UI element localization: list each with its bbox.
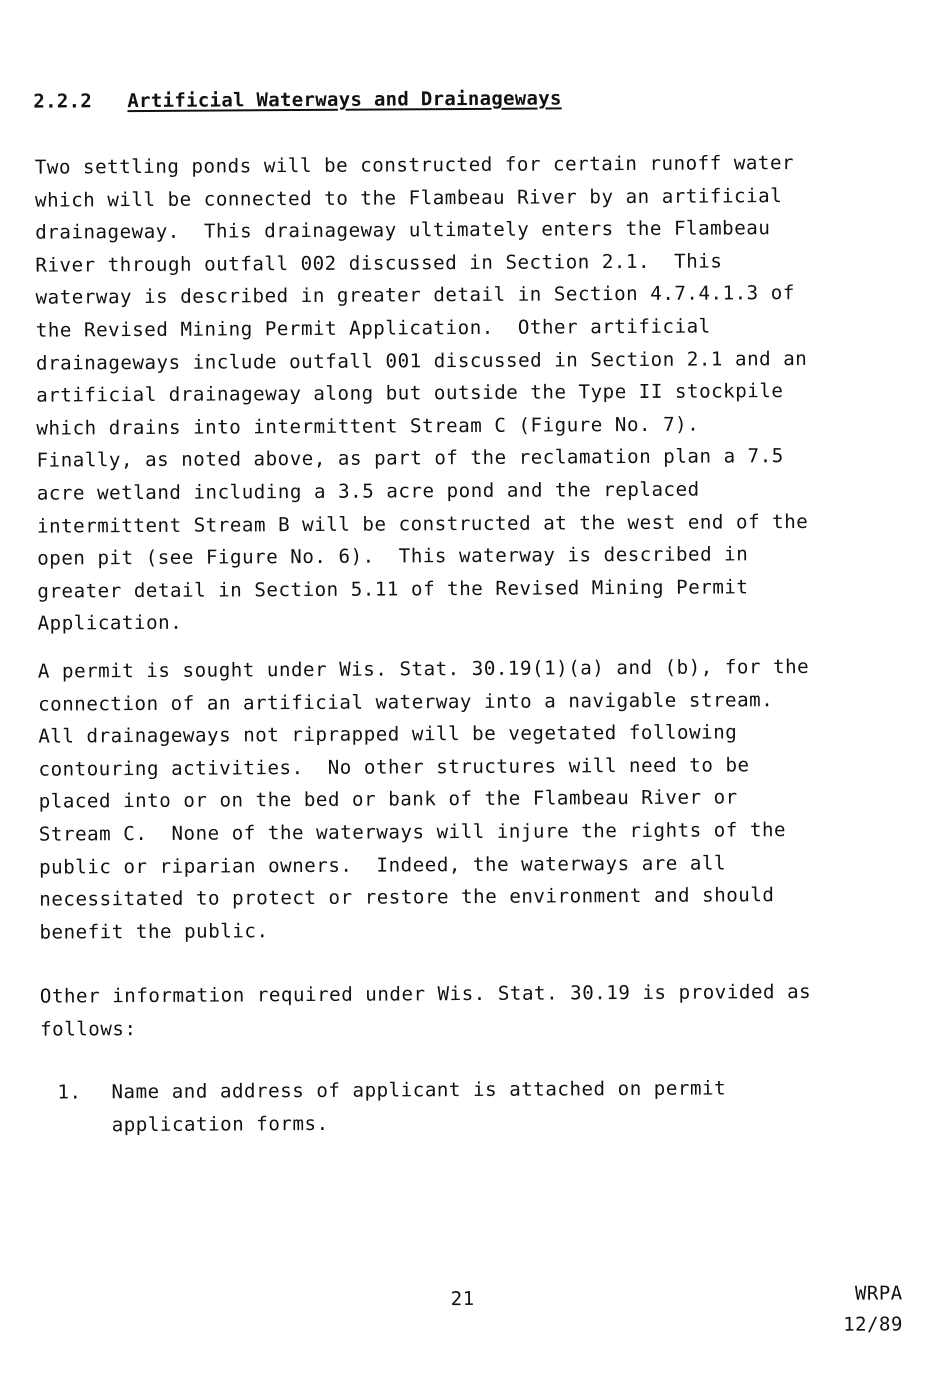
paragraph-permit-sought <box>38 650 920 949</box>
text-line: Other information required under Wis. Stat. 30.19 is provided as <box>39 979 812 1008</box>
text-line: All drainageways not riprapped will be vegetated following <box>38 720 738 748</box>
text-line: River through outfall 002 discussed in Section 2.1. This <box>35 249 723 277</box>
text-line: which will be connected to the Flambeau River by an artificial <box>34 183 783 212</box>
text-line: acre wetland including a 3.5 acre pond and the replaced <box>36 477 700 505</box>
text-line: A permit is sought under Wis. Stat. 30.19(1)(a) and (b), for the <box>37 654 810 683</box>
text-line: Name and address of applicant is attached on permit <box>111 1076 727 1104</box>
text-line: Stream C. None of the waterways will injure the rights of the <box>38 818 787 846</box>
document-code: WRPA <box>854 1282 903 1305</box>
text-line: waterway is described in greater detail in Section 4.7.4.1.3 of <box>35 281 795 310</box>
section-heading <box>33 87 561 112</box>
section-number: 2.2.2 <box>33 90 93 113</box>
text-line: benefit the public. <box>39 918 269 944</box>
paragraph-artificial-drainageways <box>35 146 918 640</box>
list-item-body <box>111 1072 831 1142</box>
text-line: drainageways include outfall 001 discussed in Section 2.1 and an <box>35 346 808 375</box>
paragraph-other-information <box>40 975 920 1046</box>
text-line: application forms. <box>111 1111 329 1136</box>
text-line: Application. <box>37 611 183 635</box>
text-line: public or riparian owners. Indeed, the waterways are all <box>39 851 727 879</box>
text-line: Finally, as noted above, as part of the reclamation plan a 7.5 <box>36 444 784 472</box>
page-number: 21 <box>450 1287 475 1311</box>
text-line: intermittent Stream B will be constructed at the west end of the <box>36 509 809 538</box>
document-date: 12/89 <box>843 1313 903 1336</box>
text-line: placed into or on the bed or bank of the Flambeau River or <box>38 785 738 814</box>
text-line: contouring activities. No other structures will need to be <box>38 753 750 781</box>
section-title: Artificial Waterways and Drainageways <box>127 87 562 113</box>
text-line: necessitated to protect or restore the environment and should <box>39 883 775 911</box>
text-line: follows: <box>39 1016 137 1041</box>
text-line: Two settling ponds will be constructed for certain runoff water <box>34 151 795 179</box>
text-line: open pit (see Figure No. 6). This waterway is described in <box>37 542 749 570</box>
text-line: greater detail in Section 5.11 of the Revised Mining Permit <box>37 575 749 603</box>
text-line: artificial drainageway along but outside the Type II stockpile <box>36 379 784 407</box>
document-code-block <box>843 1278 903 1340</box>
list-marker: 1. <box>57 1080 82 1104</box>
text-line: drainageway. This drainageway ultimately enters the Flambeau <box>35 216 771 244</box>
text-line: which drains into intermittent Stream C (Figure No. 7). <box>36 412 700 440</box>
text-line: the Revised Mining Permit Application. Other artificial <box>35 314 711 342</box>
text-line: connection of an artificial waterway into a navigable stream. <box>38 687 774 716</box>
